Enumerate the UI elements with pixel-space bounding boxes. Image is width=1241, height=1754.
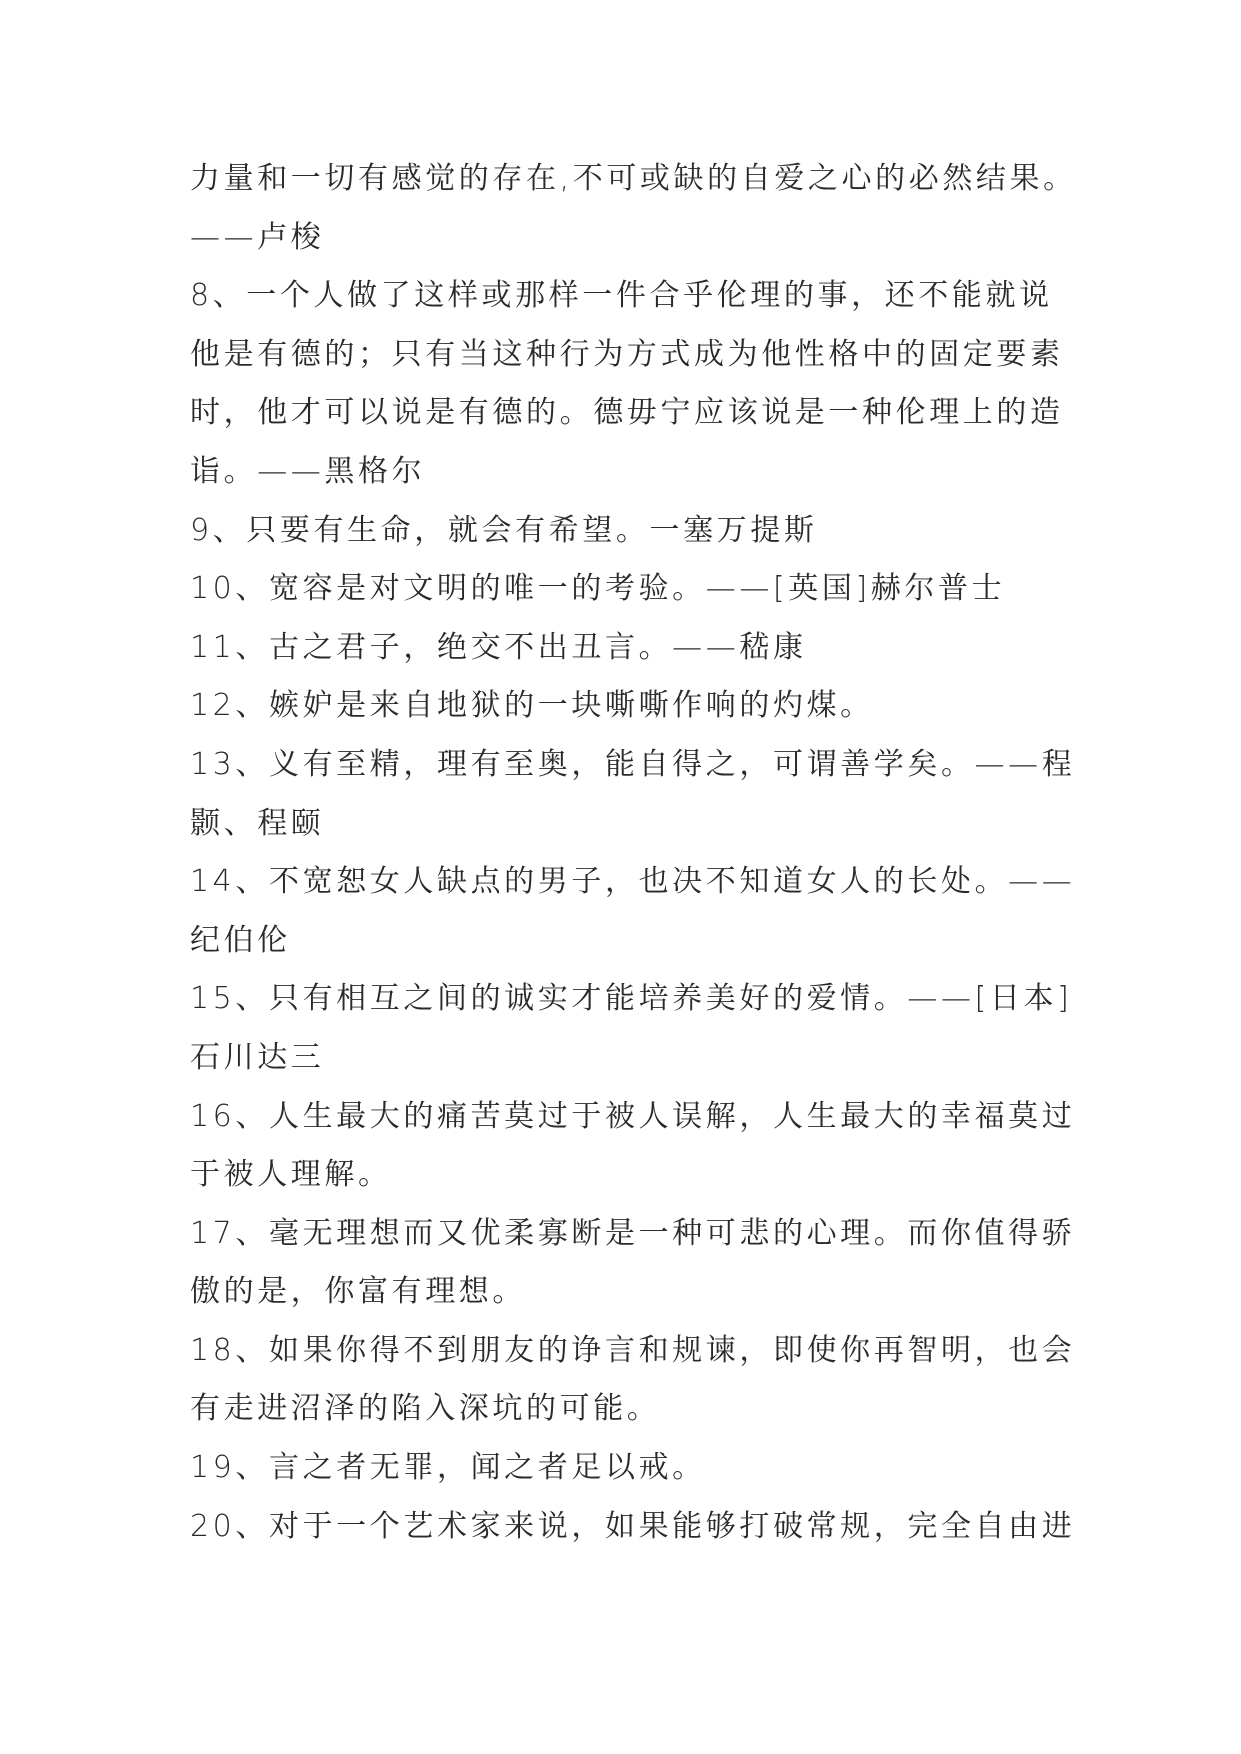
text-line: 16、人生最大的痛苦莫过于被人误解，人生最大的幸福莫过 — [190, 1098, 1076, 1134]
text-line: 傲的是，你富有理想。 — [190, 1274, 526, 1310]
text-line: 9、只要有生命，就会有希望。一塞万提斯 — [190, 512, 818, 548]
text-line: 时，他才可以说是有德的。德毋宁应该说是一种伦理上的造 — [190, 395, 1064, 431]
text-line: 纪伯伦 — [190, 922, 291, 958]
text-line: ——卢梭 — [190, 219, 325, 255]
text-line: 19、言之者无罪，闻之者足以戒。 — [190, 1450, 706, 1486]
text-line: 14、不宽恕女人缺点的男子，也决不知道女人的长处。—— — [190, 864, 1076, 900]
text-line: 力量和一切有感觉的存在,不可或缺的自爱之心的必然结果。 — [190, 161, 1077, 196]
text-line: 8、一个人做了这样或那样一件合乎伦理的事，还不能就说 — [190, 278, 1053, 314]
text-line: 于被人理解。 — [190, 1157, 392, 1193]
text-line: 他是有德的；只有当这种行为方式成为他性格中的固定要素 — [190, 336, 1064, 372]
text-line: 10、宽容是对文明的唯一的考验。——[英国]赫尔普士 — [190, 571, 1006, 607]
text-line: 12、嫉妒是来自地狱的一块嘶嘶作响的灼煤。 — [190, 688, 874, 724]
body-text — [190, 150, 1230, 1556]
text-line: 17、毫无理想而又优柔寡断是一种可悲的心理。而你值得骄 — [190, 1215, 1076, 1251]
text-line: 诣。——黑格尔 — [190, 453, 426, 489]
text-line: 18、如果你得不到朋友的诤言和规谏，即使你再智明，也会 — [190, 1332, 1076, 1368]
text-line: 石川达三 — [190, 1039, 325, 1075]
text-line: 13、义有至精，理有至奥，能自得之，可谓善学矣。——程 — [190, 746, 1076, 782]
text-line: 颢、程颐 — [190, 805, 325, 841]
text-line: 11、古之君子，绝交不出丑言。——嵇康 — [190, 629, 807, 665]
text-line: 15、只有相互之间的诚实才能培养美好的爱情。——[日本] — [190, 981, 1073, 1017]
text-line: 20、对于一个艺术家来说，如果能够打破常规，完全自由进 — [190, 1508, 1076, 1544]
text-line: 有走进沼泽的陷入深坑的可能。 — [190, 1391, 661, 1427]
